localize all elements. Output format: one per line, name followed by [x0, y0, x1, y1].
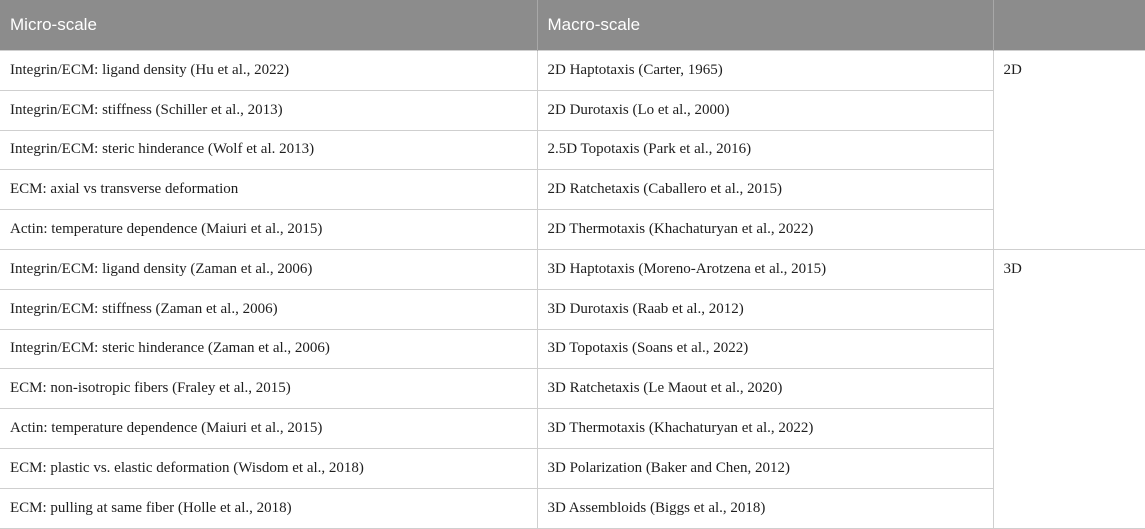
- table-row: [0, 170, 1145, 210]
- micro-scale-cell: Integrin/ECM: stiffness (Zaman et al., 2006): [0, 289, 537, 329]
- macro-scale-cell: 2.5D Topotaxis (Park et al., 2016): [537, 130, 993, 170]
- table-row: [0, 369, 1145, 409]
- table-row: [0, 130, 1145, 170]
- table-row: [0, 51, 1145, 91]
- dimension-group-cell: 3D: [993, 249, 1145, 528]
- table-body: [0, 51, 1145, 529]
- macro-scale-cell: 2D Haptotaxis (Carter, 1965): [537, 51, 993, 91]
- table-row: [0, 210, 1145, 250]
- micro-scale-cell: Integrin/ECM: steric hinderance (Wolf et al. 2013): [0, 130, 537, 170]
- micro-scale-cell: Integrin/ECM: ligand density (Hu et al., 2022): [0, 51, 537, 91]
- header-micro-scale: Micro-scale: [0, 0, 537, 51]
- table-row: [0, 249, 1145, 289]
- dimension-group-cell: 2D: [993, 51, 1145, 250]
- table-row: [0, 289, 1145, 329]
- macro-scale-cell: 3D Durotaxis (Raab et al., 2012): [537, 289, 993, 329]
- macro-scale-cell: 3D Thermotaxis (Khachaturyan et al., 2022): [537, 409, 993, 449]
- micro-scale-cell: Actin: temperature dependence (Maiuri et al., 2015): [0, 409, 537, 449]
- table-header: [0, 0, 1145, 51]
- header-dimension: [993, 0, 1145, 51]
- micro-scale-cell: Actin: temperature dependence (Maiuri et al., 2015): [0, 210, 537, 250]
- macro-scale-cell: 3D Haptotaxis (Moreno-Arotzena et al., 2015): [537, 249, 993, 289]
- macro-scale-cell: 2D Thermotaxis (Khachaturyan et al., 2022): [537, 210, 993, 250]
- macro-scale-cell: 3D Polarization (Baker and Chen, 2012): [537, 448, 993, 488]
- header-row: [0, 0, 1145, 51]
- macro-scale-cell: 3D Assembloids (Biggs et al., 2018): [537, 488, 993, 528]
- header-macro-scale: Macro-scale: [537, 0, 993, 51]
- macro-scale-cell: 3D Topotaxis (Soans et al., 2022): [537, 329, 993, 369]
- micro-scale-cell: ECM: plastic vs. elastic deformation (Wisdom et al., 2018): [0, 448, 537, 488]
- macro-scale-cell: 3D Ratchetaxis (Le Maout et al., 2020): [537, 369, 993, 409]
- macro-scale-cell: 2D Ratchetaxis (Caballero et al., 2015): [537, 170, 993, 210]
- micro-scale-cell: ECM: pulling at same fiber (Holle et al., 2018): [0, 488, 537, 528]
- macro-scale-cell: 2D Durotaxis (Lo et al., 2000): [537, 90, 993, 130]
- table-row: [0, 90, 1145, 130]
- micro-scale-cell: Integrin/ECM: steric hinderance (Zaman et al., 2006): [0, 329, 537, 369]
- table-row: [0, 448, 1145, 488]
- table-row: [0, 409, 1145, 449]
- micro-scale-cell: ECM: axial vs transverse deformation: [0, 170, 537, 210]
- table-row: [0, 488, 1145, 528]
- micro-scale-cell: Integrin/ECM: ligand density (Zaman et al., 2006): [0, 249, 537, 289]
- micro-scale-cell: ECM: non-isotropic fibers (Fraley et al., 2015): [0, 369, 537, 409]
- micro-scale-cell: Integrin/ECM: stiffness (Schiller et al., 2013): [0, 90, 537, 130]
- table-row: [0, 329, 1145, 369]
